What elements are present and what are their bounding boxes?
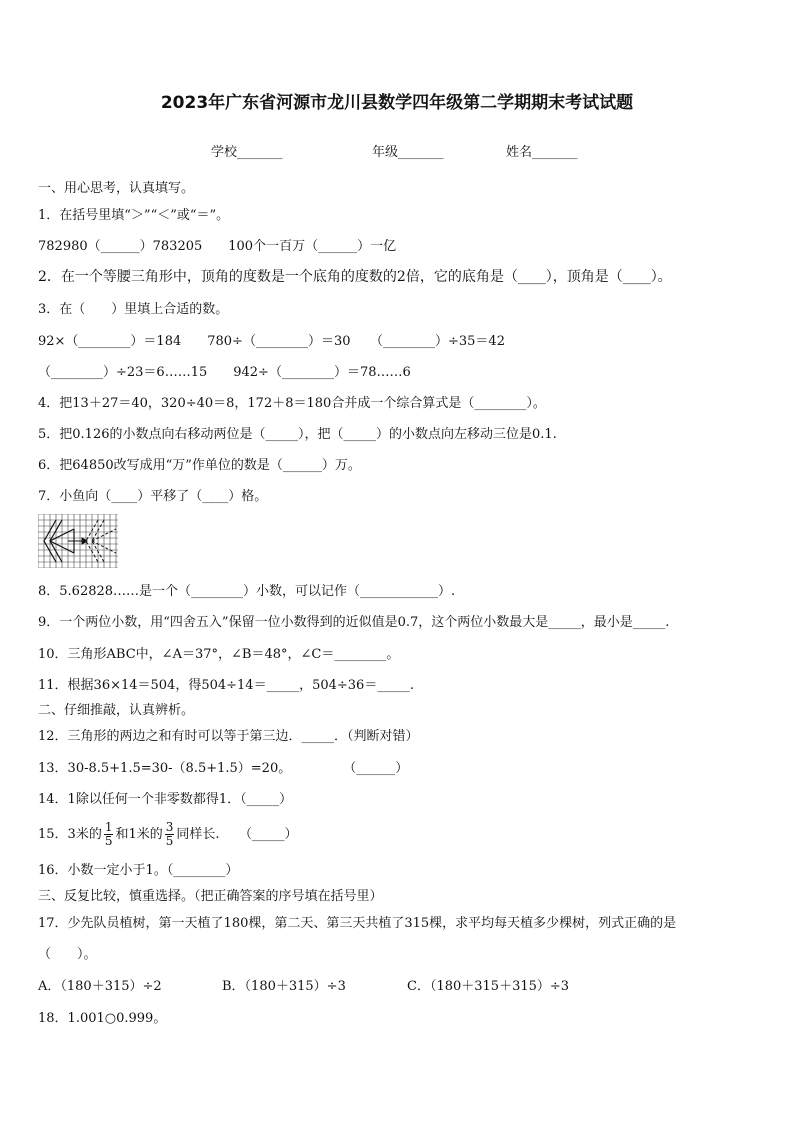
- question-2: 2．在一个等腰三角形中，顶角的度数是一个底角的度数的2倍，它的底角是（____），顶角是（____）。: [38, 269, 672, 285]
- section-2-heading: 二、仔细推敲，认真辨析。: [38, 703, 195, 718]
- question-15-middle: 和1米的: [115, 827, 163, 842]
- page-title: 2023年广东省河源市龙川县数学四年级第二学期期末考试试题: [160, 93, 634, 113]
- question-8: 8．5.62828……是一个（________）小数，可以记作（____________）.: [38, 584, 456, 599]
- question-16: 16．小数一定小于1。（________）: [38, 863, 239, 878]
- grade-field: 年级_______: [372, 145, 444, 160]
- school-field: 学校_______: [211, 145, 283, 160]
- question-7: 7．小鱼向（____）平移了（____）格。: [38, 489, 268, 504]
- translation-arrow-icon: [68, 538, 87, 544]
- question-10: 10．三角形ABC中，∠A＝37°，∠B＝48°，∠C＝________。: [38, 647, 400, 662]
- question-15-prefix: 15．3米的: [38, 827, 102, 842]
- question-14: 14．1除以任何一个非零数都得1．（_____）: [38, 792, 293, 807]
- fraction-numerator: 1: [104, 820, 113, 834]
- option-b: B．（180＋315）÷3: [222, 979, 346, 994]
- fraction-denominator: 5: [165, 834, 174, 848]
- question-17: 17．少先队员植树，第一天植了180棵，第二天、第三天共植了315棵，求平均每天植多少棵树，列式正确的是: [38, 916, 677, 931]
- question-18: 18．1.001○0.999。: [38, 1011, 167, 1026]
- question-9: 9．一个两位小数，用“四舍五入”保留一位小数得到的近似值是0.7，这个两位小数最大是_____，最小是_____.: [38, 615, 670, 630]
- question-5: 5．把0.126的小数点向右移动两位是（_____），把（_____）的小数点向左移动三位是0.1.: [38, 427, 557, 442]
- question-12: 12．三角形的两边之和有时可以等于第三边．_____．（判断对错）: [38, 729, 419, 744]
- fraction-three-fifths: [165, 821, 175, 848]
- question-11: 11．根据36×14＝504，得504÷14＝_____，504÷36＝_____.: [38, 678, 414, 693]
- section-3-heading: 三、反复比较，慎重选择。（把正确答案的序号填在括号里）: [38, 889, 383, 904]
- question-15-suffix: 同样长. （_____）: [176, 827, 298, 842]
- fish-translation-grid: [38, 514, 118, 568]
- option-c: C．（180＋315＋315）÷3: [407, 979, 570, 994]
- question-6: 6．把64850改写成用“万”作单位的数是（______）万。: [38, 458, 361, 473]
- question-3: 3．在（ ）里填上合适的数。: [38, 302, 229, 317]
- option-a: A．（180＋315）÷2: [38, 979, 162, 994]
- fraction-numerator: 3: [165, 820, 174, 834]
- section-1-heading: 一、用心思考，认真填写。: [38, 181, 195, 196]
- question-3-row-2: （________）÷23＝6……15 942÷（________）＝78……6: [38, 365, 411, 380]
- question-1: 1．在括号里填“＞”“＜”或“＝”。: [38, 208, 230, 223]
- name-field: 姓名_______: [506, 145, 578, 160]
- question-1-items: 782980（______）783205 100个一百万（______）一亿: [38, 239, 397, 254]
- fraction-denominator: 5: [104, 834, 113, 848]
- question-3-row-1: 92×（________）＝184 780÷（________）＝30 （________）÷35＝42: [38, 334, 505, 349]
- question-15: [38, 818, 298, 852]
- question-4: 4．把13＋27＝40，320÷40＝8，172＋8＝180合并成一个综合算式是（________）。: [38, 396, 546, 411]
- fraction-one-fifth: [104, 821, 114, 848]
- question-13: 13．30-8.5+1.5=30-（8.5+1.5）=20。 （______）: [38, 761, 409, 776]
- question-17-blank: （ ）。: [38, 947, 97, 962]
